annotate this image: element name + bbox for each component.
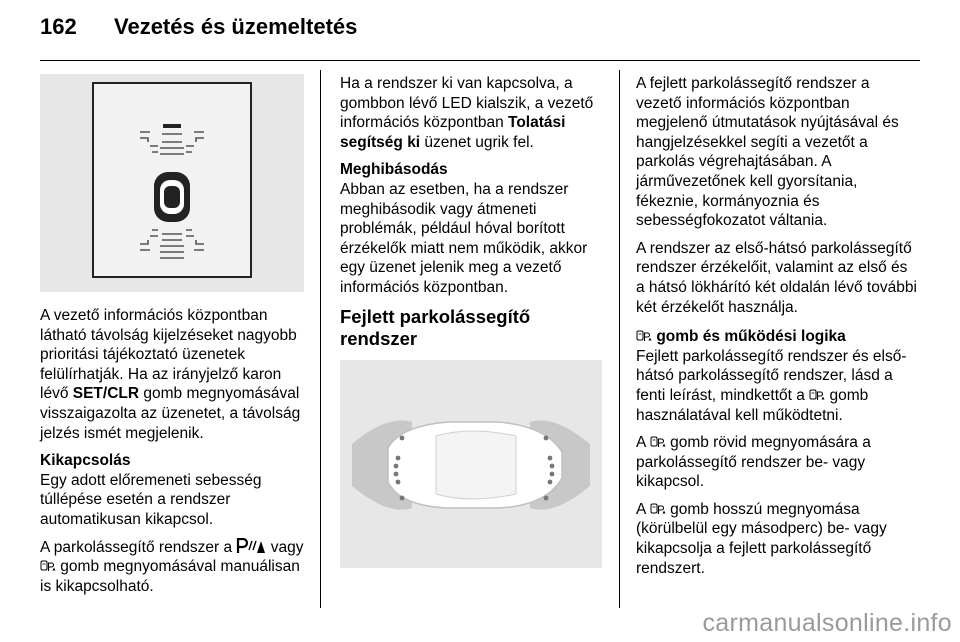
col1-paragraph-2: Egy adott előremeneti sebesség túllépése esetén a rendszer automatikusan kikapcsol. xyxy=(40,471,262,528)
watermark: carmanualsonline.info xyxy=(702,609,952,637)
col3-paragraph-4: A gomb rövid megnyomására a parkolássegítő rendszer be- vagy kikapcsol. xyxy=(636,434,871,491)
column-3 xyxy=(636,74,918,586)
page-header xyxy=(40,14,920,48)
col2-paragraph-2: Abban az esetben, ha a rendszer meghibásodik vagy átmeneti problémák, például hóval borított érzékelők miatt nem működik, akkor egy üzenet jelenik meg a vezető információs központban. xyxy=(340,180,588,296)
parking-distance-graphic xyxy=(94,84,250,276)
column-divider-2 xyxy=(619,70,620,608)
heading-gomb: gomb és működési logika xyxy=(636,327,918,347)
advanced-park-assist-icon xyxy=(40,560,56,572)
col3-paragraph-5: A gomb hosszú megnyomása (körülbelül egy másodperc) be- vagy kikapcsolja a fejlett parkolássegítő rendszert. xyxy=(636,500,887,577)
page-title: Vezetés és üzemeltetés xyxy=(114,14,358,39)
column-2 xyxy=(340,74,608,568)
col2-paragraph-1: Ha a rendszer ki van kapcsolva, a gombbon lévő LED kialszik, a vezető információs központban Tolatási segítség ki üzenet ugrik fel. xyxy=(340,75,594,151)
display-screen xyxy=(92,82,252,278)
page-number: 162 xyxy=(40,14,77,39)
col3-paragraph-1: A fejlett parkolássegítő rendszer a vezető információs központban megjelenő útmutatások nyújtásával és hangjelzésekkel segíti a vezetőt a parkolás végrehajtásában. A járművezetőnek kell gyorsítania, fékeznie, kormányoznia és sebességfokozatot váltania. xyxy=(636,75,899,230)
heading-fejlett: Fejlett parkolássegítő rendszer xyxy=(340,305,531,349)
col1-paragraph-1: A vezető információs központban látható távolság kijelzéseket nagyobb prioritási tájékoztató üzenetek felülírhatják. Ha az irányjelző karon lévő SET/CLR gomb megnyomásával visszaigazolta az üzenetet, a távolság jelzés ismét megjelenik. xyxy=(40,307,301,442)
sensor-illustration xyxy=(340,360,602,568)
col3-paragraph-3: Fejlett parkolássegítő rendszer és első-hátsó parkolássegítő rendszer, lásd a fenti leírást, mindkettőt a gomb használatával kell működtetni. xyxy=(636,347,907,424)
column-divider-1 xyxy=(320,70,321,608)
car-sensor-graphic xyxy=(340,360,602,568)
parking-assist-icon xyxy=(236,538,266,554)
column-1 xyxy=(40,74,310,604)
display-illustration xyxy=(40,74,304,292)
advanced-park-assist-icon xyxy=(650,503,666,515)
header-rule xyxy=(40,60,920,61)
heading-meghibasodas: Meghibásodás xyxy=(340,161,448,179)
advanced-park-assist-icon xyxy=(650,436,666,448)
car-side-view xyxy=(388,422,562,508)
col1-paragraph-3: A parkolássegítő rendszer a vagy gomb megnyomásával manuálisan is kikapcsolható. xyxy=(40,538,304,595)
col3-paragraph-2: A rendszer az első-hátsó parkolássegítő rendszer érzékelőit, valamint az első és a hátsó lökhárító két oldalán lévő további két érzékelőt használja. xyxy=(636,239,917,316)
advanced-park-assist-icon xyxy=(809,389,825,401)
heading-kikapcsolas: Kikapcsolás xyxy=(40,452,131,470)
advanced-park-assist-icon xyxy=(636,330,652,342)
car-top-view xyxy=(154,172,190,222)
